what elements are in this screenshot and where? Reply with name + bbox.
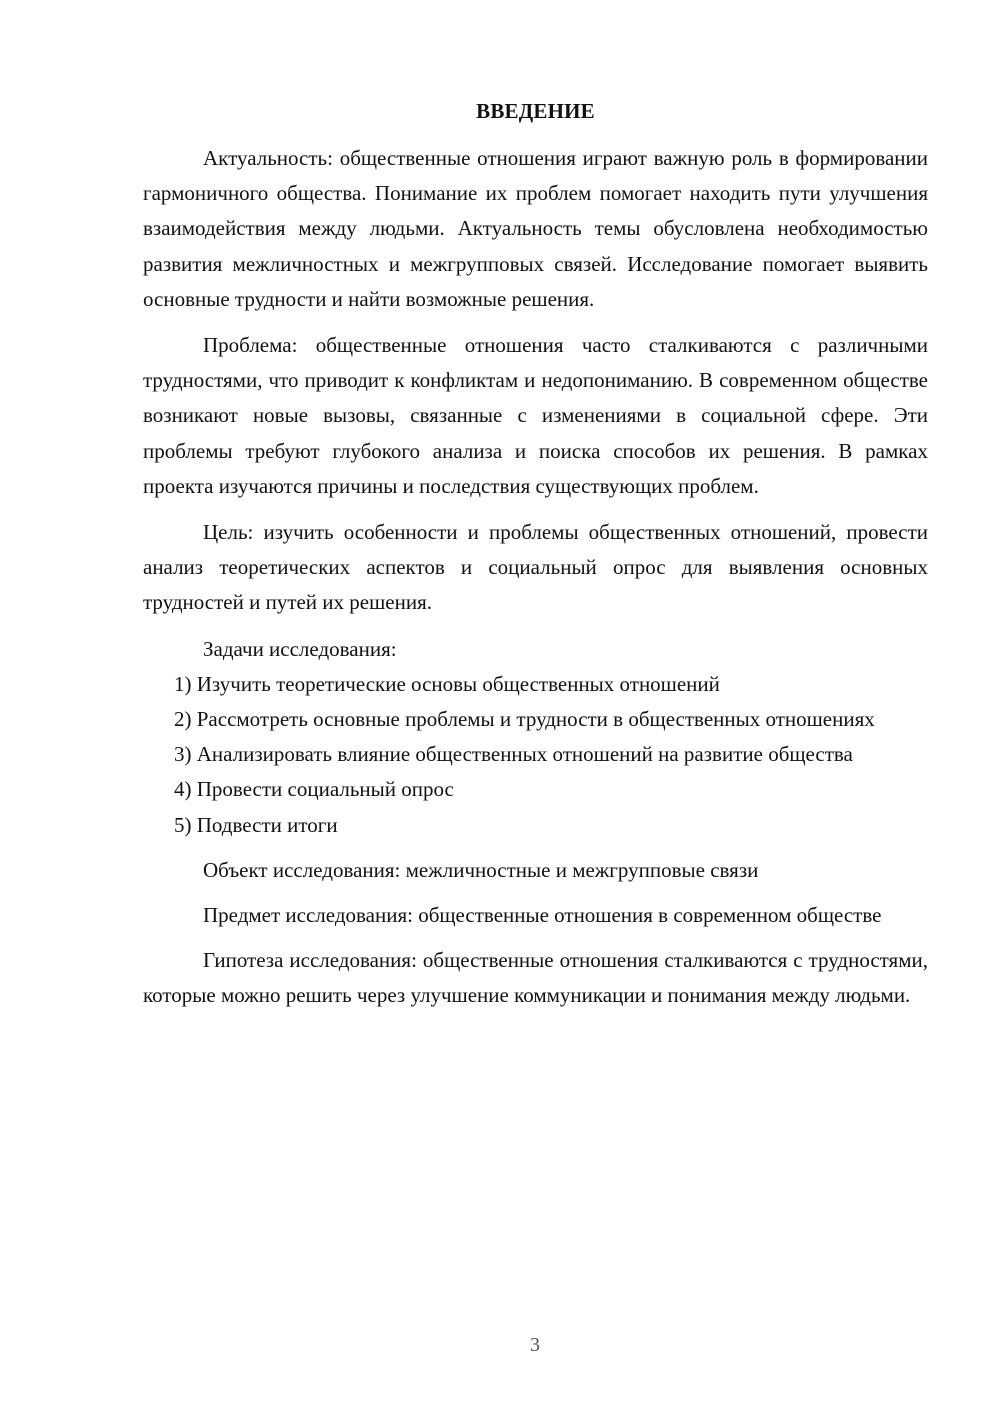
paragraph-tasks-heading: Задачи исследования: bbox=[203, 636, 397, 661]
page-number: 3 bbox=[530, 1334, 540, 1356]
paragraph-object: Объект исследования: межличностные и межгрупповые связи bbox=[203, 857, 759, 882]
task-item-2: 2) Рассмотреть основные проблемы и трудности в общественных отношениях bbox=[174, 707, 875, 732]
task-item-4: 4) Провести социальный опрос bbox=[174, 777, 454, 802]
task-item-1: 1) Изучить теоретические основы общественных отношений bbox=[174, 671, 720, 696]
task-item-5: 5) Подвести итоги bbox=[174, 812, 338, 837]
section-title: ВВЕДЕНИЕ bbox=[476, 99, 595, 123]
document-page bbox=[143, 96, 928, 1014]
paragraph-problem: Проблема: общественные отношения часто сталкиваются с различными трудностями, что приводит к конфликтам и недопониманию. В современном обществе возникают новые вызовы, связанные с изменениями в социальной сфере. Эти проблемы требуют глубокого анализа и поиска способов их решения. В рамках проекта изучаются причины и последствия существующих проблем. bbox=[143, 333, 928, 498]
paragraph-subject: Предмет исследования: общественные отношения в современном обществе bbox=[203, 903, 882, 928]
task-item-3: 3) Анализировать влияние общественных отношений на развитие общества bbox=[174, 742, 853, 767]
paragraph-hypothesis: Гипотеза исследования: общественные отношения сталкиваются с трудностями, которые можно решить через улучшение коммуникации и понимания между людьми. bbox=[143, 948, 928, 1008]
paragraph-relevance: Актуальность: общественные отношения играют важную роль в формировании гармоничного общества. Понимание их проблем помогает находить пути улучшения взаимодействия между людьми. Актуальность темы обусловлена необходимостью развития межличностных и межгрупповых связей. Исследование помогает выявить основные трудности и найти возможные решения. bbox=[143, 146, 928, 311]
paragraph-goal: Цель: изучить особенности и проблемы общественных отношений, провести анализ теоретических аспектов и социальный опрос для выявления основных трудностей и путей их решения. bbox=[143, 520, 928, 615]
